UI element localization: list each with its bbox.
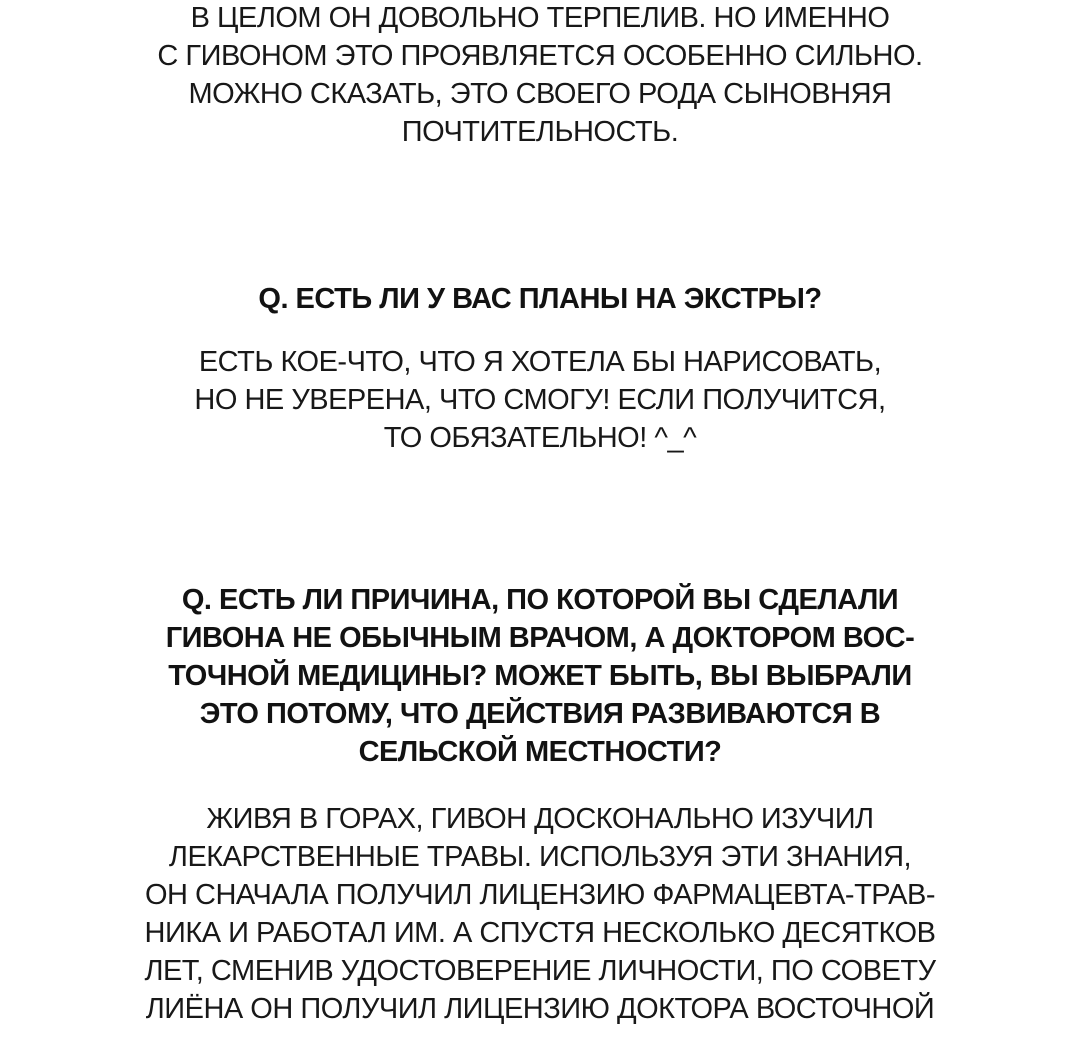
answer-paragraph-eastern-medicine: ЖИВЯ В ГОРАХ, ГИВОН ДОСКОНАЛЬНО ИЗУЧИЛ ЛЕКАРСТВЕННЫЕ ТРАВЫ. ИСПОЛЬЗУЯ ЭТИ ЗНАНИЯ, ОН СНАЧАЛА ПОЛУЧИЛ ЛИЦЕНЗИЮ ФАРМАЦЕВТА-ТРАВ- НИКА И РАБОТАЛ ИМ. А СПУСТЯ НЕСКОЛЬКО ДЕСЯТКОВ ЛЕТ, СМЕНИВ УДОСТОВЕРЕНИЕ ЛИЧНОСТИ, ПО СОВЕТУ ЛИЁНА ОН ПОЛУЧИЛ ЛИЦЕНЗИЮ ДОКТОРА ВОСТОЧНОЙ	[144, 803, 936, 1025]
answer-paragraph-extras: ЕСТЬ КОЕ-ЧТО, ЧТО Я ХОТЕЛА БЫ НАРИСОВАТЬ, НО НЕ УВЕРЕНА, ЧТО СМОГУ! ЕСЛИ ПОЛУЧИТСЯ, ТО ОБЯЗАТЕЛЬНО! ^_^	[194, 346, 886, 454]
question-heading-eastern-medicine: Q. ЕСТЬ ЛИ ПРИЧИНА, ПО КОТОРОЙ ВЫ СДЕЛАЛИ ГИВОНА НЕ ОБЫЧНЫМ ВРАЧОМ, А ДОКТОРОМ ВОС- ТОЧНОЙ МЕДИЦИНЫ? МОЖЕТ БЫТЬ, ВЫ ВЫБРАЛИ ЭТО ПОТОМУ, ЧТО ДЕЙСТВИЯ РАЗВИВАЮТСЯ В СЕЛЬСКОЙ МЕСТНОСТИ?	[165, 584, 915, 768]
answer-paragraph-patience: В ЦЕЛОМ ОН ДОВОЛЬНО ТЕРПЕЛИВ. НО ИМЕННО С ГИВОНОМ ЭТО ПРОЯВЛЯЕТСЯ ОСОБЕННО СИЛЬНО. МОЖНО СКАЗАТЬ, ЭТО СВОЕГО РОДА СЫНОВНЯЯ ПОЧТИТЕЛЬНОСТЬ.	[157, 2, 923, 148]
question-heading-extras: Q. ЕСТЬ ЛИ У ВАС ПЛАНЫ НА ЭКСТРЫ?	[258, 283, 822, 315]
